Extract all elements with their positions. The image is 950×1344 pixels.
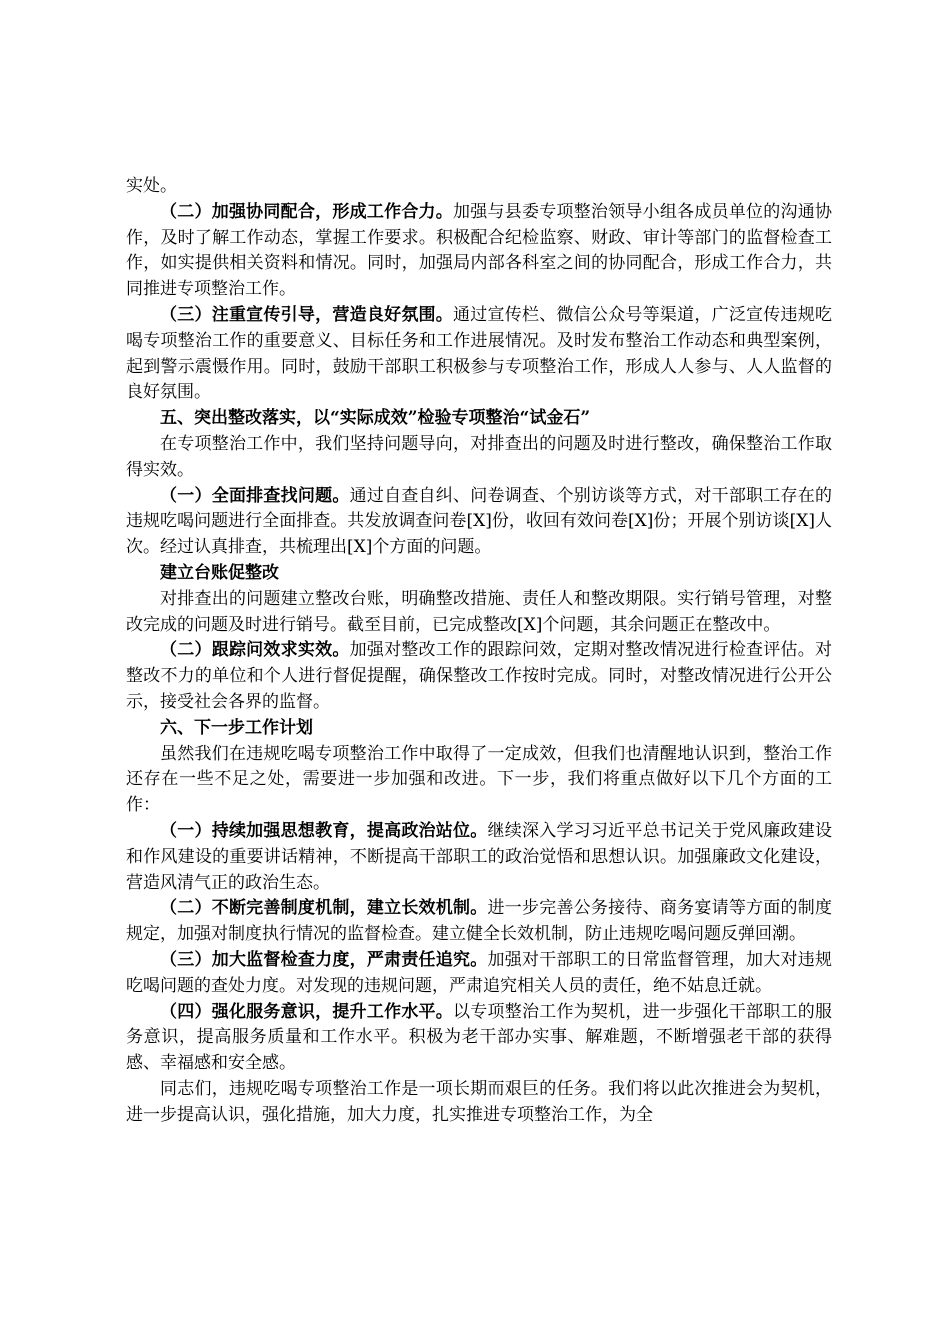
subsection-heading: 建立台账促整改	[160, 562, 279, 583]
paragraph-lead: （四）强化服务意识，提升工作水平。	[160, 1001, 454, 1022]
paragraph-text: 加强对整改工作的跟踪问效，定期对整改情况进行检查评估。对整改不力的单位和个人进行督促提醒，确保整改工作按时完成。同时，对整改情况进行公开公示，接受社会各界的监督。	[126, 640, 833, 712]
paragraph-lead: （二）跟踪问效求实效。	[160, 640, 350, 661]
paragraph	[126, 742, 832, 819]
paragraph	[126, 896, 832, 948]
paragraph	[126, 432, 832, 484]
paragraph-text: 继续深入学习习近平总书记关于党风廉政建设和作风建设的重要讲话精神，不断提高干部职工的政治觉悟和思想认识。加强廉政文化建设，营造风清气正的政治生态。	[126, 820, 832, 893]
paragraph-text: 同志们，违规吃喝专项整治工作是一项长期而艰巨的任务。我们将以此次推进会为契机，进一步提高认识，强化措施，加大力度，扎实推进专项整治工作，为全	[126, 1078, 832, 1125]
paragraph	[126, 819, 832, 896]
paragraph-text: 在专项整治工作中，我们坚持问题导向，对排查出的问题及时进行整改，确保整治工作取得实效。	[126, 433, 832, 480]
section-heading: 六、下一步工作计划	[160, 717, 313, 738]
paragraph-text: 对排查出的问题建立整改台账，明确整改措施、责任人和整改期限。实行销号管理，对整改完成的问题及时进行销号。截至目前，已完成整改[X]个问题，其余问题正在整改中。	[126, 588, 832, 635]
paragraph	[126, 587, 832, 639]
paragraph	[126, 174, 832, 200]
paragraph	[126, 303, 832, 406]
paragraph	[126, 484, 832, 561]
paragraph	[126, 200, 832, 303]
paragraph-lead: （一）持续加强思想教育，提高政治站位。	[160, 820, 488, 841]
paragraph-lead: （一）全面排查找问题。	[160, 485, 350, 506]
paragraph-text: 实处。	[126, 176, 177, 196]
paragraph-text: 加强与县委专项整治领导小组各成员单位的沟通协作，及时了解工作动态，掌握工作要求。积极配合纪检监察、财政、审计等部门的监督检查工作，如实提供相关资料和情况。同时，加强局内部各科室之间的协同配合，形成工作合力，共同推进专项整治工作。	[126, 201, 833, 300]
paragraph	[126, 948, 832, 1000]
paragraph-lead: （二）不断完善制度机制，建立长效机制。	[160, 898, 488, 919]
section-heading: 五、突出整改落实，以“实际成效”检验专项整治“试金石”	[160, 408, 591, 429]
paragraph-text: 加强对干部职工的日常监督管理，加大对违规吃喝问题的查处力度。对发现的违规问题，严肃追究相关人员的责任，绝不姑息迁就。	[126, 949, 832, 996]
paragraph-lead: （二）加强协同配合，形成工作合力。	[160, 201, 454, 222]
document-body	[126, 174, 832, 1128]
paragraph	[126, 1000, 832, 1077]
paragraph-text: 进一步完善公务接待、商务宴请等方面的制度规定，加强对制度执行情况的监督检查。建立健全长效机制，防止违规吃喝问题反弹回潮。	[126, 898, 832, 945]
paragraph	[126, 638, 832, 715]
paragraph-lead: （三）注重宣传引导，营造良好氛围。	[160, 304, 454, 325]
paragraph-text: 以专项整治工作为契机，进一步强化干部职工的服务意识，提高服务质量和工作水平。积极为老干部办实事、解难题，不断增强老干部的获得感、幸福感和安全感。	[126, 1001, 833, 1074]
paragraph	[126, 1077, 832, 1129]
paragraph-text: 通过宣传栏、微信公众号等渠道，广泛宣传违规吃喝专项整治工作的重要意义、目标任务和工作进展情况。及时发布整治工作动态和典型案例，起到警示震慑作用。同时，鼓励干部职工积极参与专项整治工作，形成人人参与、人人监督的良好氛围。	[126, 304, 833, 403]
paragraph-lead: （三）加大监督检查力度，严肃责任追究。	[160, 949, 488, 970]
paragraph-text: 通过自查自纠、问卷调查、个别访谈等方式，对干部职工存在的违规吃喝问题进行全面排查。共发放调查问卷[X]份，收回有效问卷[X]份；开展个别访谈[X]人次。经过认真排查，共梳理出[X]个方面的问题。	[126, 485, 833, 558]
paragraph-text: 虽然我们在违规吃喝专项整治工作中取得了一定成效，但我们也清醒地认识到，整治工作还存在一些不足之处，需要进一步加强和改进。下一步，我们将重点做好以下几个方面的工作：	[126, 743, 832, 816]
